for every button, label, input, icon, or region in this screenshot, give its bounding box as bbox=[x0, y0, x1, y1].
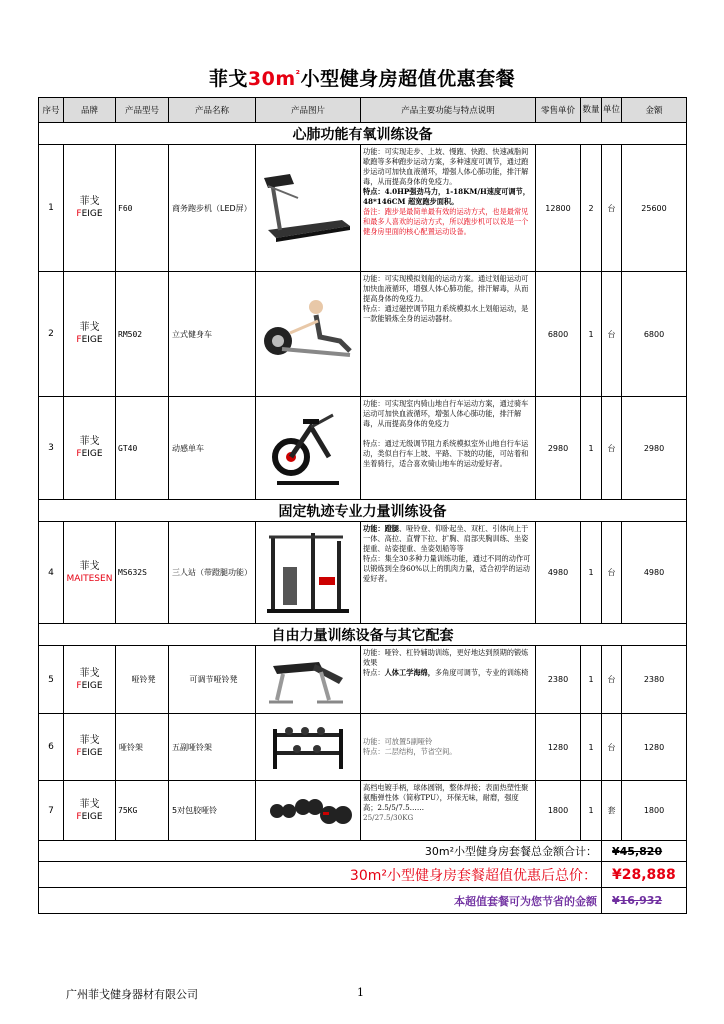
save-amount: ¥16,932 bbox=[602, 888, 687, 914]
table-row bbox=[39, 145, 687, 272]
row-name: 动感单车 bbox=[169, 397, 256, 500]
row-no: 1 bbox=[39, 145, 64, 272]
row-name: 五副哑铃架 bbox=[169, 714, 256, 781]
row-name: 5对包胶哑铃 bbox=[169, 781, 256, 841]
row-amount: 1280 bbox=[622, 714, 687, 781]
header-price: 零售单价 bbox=[536, 98, 581, 123]
row-unit: 套 bbox=[602, 781, 622, 841]
header-row bbox=[39, 98, 687, 123]
brand-cn: 菲戈 bbox=[79, 436, 100, 447]
row-name: 立式健身车 bbox=[169, 272, 256, 397]
rower-image bbox=[256, 272, 361, 397]
row-model: F60 bbox=[116, 145, 169, 272]
desc-feature: 特点：通过无级调节阻力系统模拟室外山地自行车运动，类似自行车上坡、平路、下坡的功能，可站着和坐着骑行，适合喜欢骑山地车的运动爱好者。 bbox=[363, 439, 529, 468]
row-unit: 台 bbox=[602, 714, 622, 781]
desc-feature: 25/27.5/30KG bbox=[363, 813, 414, 822]
desc-feature: 特点：通过磁控调节阻力系统模拟水上划船运动，是一款能锻炼全身的运动器材。 bbox=[363, 304, 529, 323]
promo-label: 30m²小型健身房套餐超值优惠后总价： bbox=[39, 862, 602, 888]
row-unit: 台 bbox=[602, 145, 622, 272]
row-desc bbox=[361, 714, 536, 781]
brand-cn: 菲戈 bbox=[79, 322, 100, 333]
brand-cn: 菲戈 bbox=[79, 560, 100, 572]
row-price: 1800 bbox=[536, 781, 581, 841]
row-model: MS632S bbox=[116, 522, 169, 624]
row-price: 12800 bbox=[536, 145, 581, 272]
row-amount: 6800 bbox=[622, 272, 687, 397]
promo-row bbox=[39, 862, 687, 888]
page-title bbox=[0, 64, 724, 91]
total-row bbox=[39, 841, 687, 862]
brand-en-first: F bbox=[76, 811, 82, 822]
table-row bbox=[39, 522, 687, 624]
row-qty: 1 bbox=[581, 272, 602, 397]
section-strength: 固定轨迹专业力量训练设备 bbox=[39, 500, 687, 522]
row-amount: 2980 bbox=[622, 397, 687, 500]
table-row bbox=[39, 272, 687, 397]
row-qty: 1 bbox=[581, 397, 602, 500]
brand-en-rest: EIGE bbox=[81, 680, 103, 691]
title-prefix: 菲戈 bbox=[208, 68, 248, 90]
row-model: 75KG bbox=[116, 781, 169, 841]
package-table bbox=[38, 97, 687, 914]
header-model: 产品型号 bbox=[116, 98, 169, 123]
row-price: 2980 bbox=[536, 397, 581, 500]
row-name: 可调节哑铃凳 bbox=[169, 646, 256, 714]
brand-en-rest: EIGE bbox=[81, 748, 103, 758]
section-row bbox=[39, 500, 687, 522]
save-label: 本超值套餐可为您节省的金额 bbox=[39, 888, 602, 914]
row-brand bbox=[64, 145, 116, 272]
row-no: 3 bbox=[39, 397, 64, 500]
table-row bbox=[39, 781, 687, 841]
spin-bike-image bbox=[256, 397, 361, 500]
row-model: 哑铃凳 bbox=[116, 646, 169, 714]
row-brand bbox=[64, 272, 116, 397]
brand-en-rest: EIGE bbox=[81, 335, 103, 345]
row-model: 哑铃架 bbox=[116, 714, 169, 781]
row-no: 2 bbox=[39, 272, 64, 397]
brand-en-first: F bbox=[76, 680, 82, 691]
row-qty: 1 bbox=[581, 781, 602, 841]
header-unit: 单位 bbox=[602, 98, 622, 123]
row-qty: 1 bbox=[581, 714, 602, 781]
desc-feature: 特点：二层结构，节省空间。 bbox=[363, 747, 457, 756]
title-size: 30m bbox=[247, 68, 296, 90]
row-model: RM502 bbox=[116, 272, 169, 397]
brand-en-first: F bbox=[76, 335, 82, 345]
desc-remark: 备注：跑步是最简单最有效的运动方式，也是最常见和最多人喜欢的运动方式，所以跑步机可以说是一个健身房里面的核心配置运动设备。 bbox=[363, 207, 529, 236]
row-price: 2380 bbox=[536, 646, 581, 714]
desc-feature: 特点：4.0HP强劲马力，1-18KM/H速度可调节，48*146CM 超宽跑步面积。 bbox=[363, 187, 530, 206]
desc-function-bold: 蹬腿 bbox=[384, 524, 399, 533]
multi-station-image bbox=[256, 522, 361, 624]
section-free: 自由力量训练设备与其它配套 bbox=[39, 624, 687, 646]
desc-feature-bold: 人体工学海绵， bbox=[384, 668, 435, 677]
row-unit: 台 bbox=[602, 397, 622, 500]
row-desc bbox=[361, 646, 536, 714]
page-number: 1 bbox=[357, 986, 364, 999]
bench-image bbox=[256, 646, 361, 714]
row-unit: 台 bbox=[602, 522, 622, 624]
section-cardio: 心肺功能有氧训练设备 bbox=[39, 123, 687, 145]
total-amount: ¥45,820 bbox=[602, 841, 687, 862]
row-unit: 台 bbox=[602, 646, 622, 714]
header-no: 序号 bbox=[39, 98, 64, 123]
table-row bbox=[39, 397, 687, 500]
promo-amount: ¥28,888 bbox=[602, 862, 687, 888]
header-image: 产品图片 bbox=[256, 98, 361, 123]
brand-en-rest: EIGE bbox=[81, 811, 103, 822]
row-brand bbox=[64, 781, 116, 841]
row-brand bbox=[64, 714, 116, 781]
row-amount: 25600 bbox=[622, 145, 687, 272]
row-desc bbox=[361, 397, 536, 500]
row-no: 4 bbox=[39, 522, 64, 624]
row-price: 6800 bbox=[536, 272, 581, 397]
desc-function: 功能：可实现模拟划船的运动方案。通过划船运动可加快血液循环，增强人体心肺功能，排汗解毒，从而提高身体的免疫力。 bbox=[363, 274, 529, 303]
section-row bbox=[39, 123, 687, 145]
desc-feature: 多角度可调节，专业的训练椅 bbox=[434, 668, 529, 677]
row-amount: 1800 bbox=[622, 781, 687, 841]
desc-feature: 特点：集全30多种力量训练功能，通过不同的动作可以锻炼到全身60%以上的肌肉力量，适合初学的运动爱好者。 bbox=[363, 554, 531, 583]
brand-cn: 菲戈 bbox=[79, 667, 100, 679]
row-desc bbox=[361, 145, 536, 272]
row-price: 4980 bbox=[536, 522, 581, 624]
brand-en-rest: EIGE bbox=[81, 449, 103, 459]
row-amount: 2380 bbox=[622, 646, 687, 714]
row-desc bbox=[361, 522, 536, 624]
dumbbell-rack-image bbox=[256, 714, 361, 781]
section-row bbox=[39, 624, 687, 646]
desc-function: 、哑铃登、仰卧起坐、双杠、引体向上于一体、高拉、直臂下拉、扩胸、肩部夹胸训练、坐姿提重、站姿提重、坐姿划船等等 bbox=[363, 524, 529, 553]
total-label: 30m²小型健身房套餐总金额合计： bbox=[39, 841, 602, 862]
brand-cn: 菲戈 bbox=[79, 798, 100, 810]
row-brand bbox=[64, 397, 116, 500]
dumbbells-image bbox=[256, 781, 361, 841]
brand-en-first: F bbox=[76, 209, 82, 219]
row-name: 商务跑步机（LED屏） bbox=[169, 145, 256, 272]
table-row bbox=[39, 646, 687, 714]
table-row bbox=[39, 714, 687, 781]
brand-en-first: F bbox=[76, 748, 82, 758]
row-brand bbox=[64, 646, 116, 714]
brand-cn: 菲戈 bbox=[79, 735, 100, 746]
row-no: 5 bbox=[39, 646, 64, 714]
row-name: 三人站（带蹬腿功能） bbox=[169, 522, 256, 624]
row-no: 6 bbox=[39, 714, 64, 781]
row-desc bbox=[361, 272, 536, 397]
title-suffix: 小型健身房超值优惠套餐 bbox=[300, 68, 516, 90]
header-amount: 金额 bbox=[622, 98, 687, 123]
row-qty: 1 bbox=[581, 522, 602, 624]
company-name: 广州菲戈健身器材有限公司 bbox=[66, 988, 198, 1001]
row-desc bbox=[361, 781, 536, 841]
desc-function: 功能：哑铃、杠铃辅助训练，更好地达到预期的锻炼效果 bbox=[363, 648, 529, 667]
desc-function: 功能：可放置5副哑铃 bbox=[363, 737, 433, 746]
treadmill-image bbox=[256, 145, 361, 272]
row-brand bbox=[64, 522, 116, 624]
title-sup: ² bbox=[295, 69, 301, 81]
brand-cn: 菲戈 bbox=[79, 196, 100, 207]
desc-function: 功能：可实现室内骑山地自行车运动方案，通过骑车运动可加快血液循环，增强人体心肺功能，排汗解毒，从而提高身体的免疫力 bbox=[363, 399, 529, 428]
row-amount: 4980 bbox=[622, 522, 687, 624]
brand-en-rest: MAITESEN bbox=[66, 573, 113, 584]
row-no: 7 bbox=[39, 781, 64, 841]
header-qty: 数量 bbox=[581, 98, 602, 123]
brand-en-rest: EIGE bbox=[81, 209, 103, 219]
row-qty: 2 bbox=[581, 145, 602, 272]
row-qty: 1 bbox=[581, 646, 602, 714]
desc-function-label: 功能： bbox=[363, 524, 385, 533]
desc-function: 高档电镀手柄，球体圆钢，整体焊接；表面热塑性聚氨酯弹性体（简称TPU），环保无味，耐磨，强度高；2.5/5/7.5…… bbox=[363, 783, 529, 812]
header-name: 产品名称 bbox=[169, 98, 256, 123]
header-brand: 品牌 bbox=[64, 98, 116, 123]
desc-function: 功能：可实现走步、上坡、慢跑、快跑、快速减脂间歇跑等多种跑步运动方案，多种速度可调节，通过跑步运动可加快血液循环，增强人体心肺功能，排汗解毒，从而提高身体的免疫力。 bbox=[363, 147, 529, 186]
row-model: GT40 bbox=[116, 397, 169, 500]
desc-feature-label: 特点： bbox=[363, 668, 385, 677]
save-row bbox=[39, 888, 687, 914]
row-unit: 台 bbox=[602, 272, 622, 397]
row-price: 1280 bbox=[536, 714, 581, 781]
brand-en-first: F bbox=[76, 449, 82, 459]
header-desc: 产品主要功能与特点说明 bbox=[361, 98, 536, 123]
